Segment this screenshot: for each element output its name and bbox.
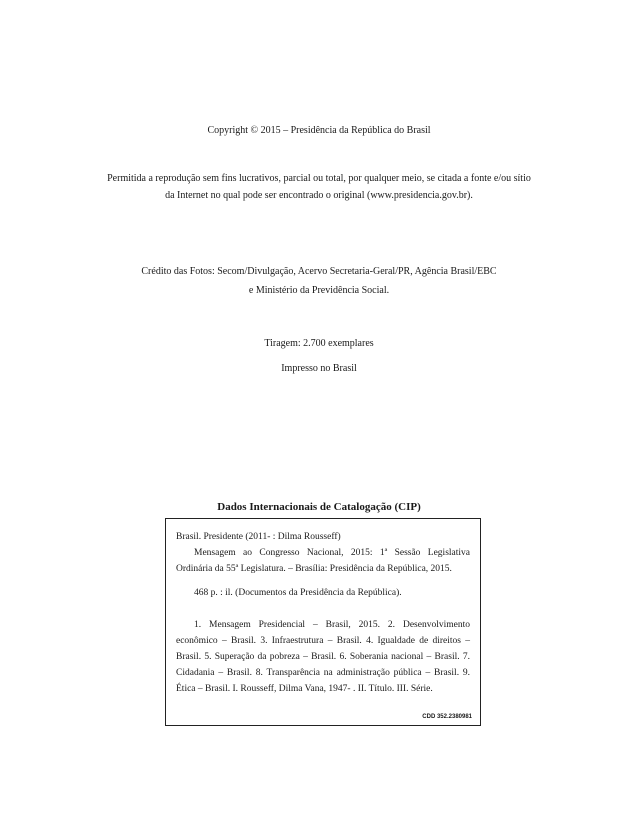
cip-author-entry: Brasil. Presidente (2011- : Dilma Rousseff) [176,532,341,542]
photo-credit-line-1: Crédito das Fotos: Secom/Divulgação, Acervo Secretaria-Geral/PR, Agência Brasil/EBC [141,266,497,277]
photo-credit-line-2: e Ministério da Previdência Social. [248,285,390,296]
reproduction-permission-line-2: da Internet no qual pode ser encontrado o original (www.presidencia.gov.br). [165,190,473,201]
cip-catalog-card [165,518,481,726]
print-run: Tiragem: 2.700 exemplares [264,338,374,349]
copyright-notice: Copyright © 2015 – Presidência da República do Brasil [207,125,431,136]
cip-title-entry: Mensagem ao Congresso Nacional, 2015: 1ª Sessão Legislativa Ordinária da 55ª Legislatura. – Brasília: Presidência da República, 2015. [176,548,470,574]
cip-subject-headings: 1. Mensagem Presidencial – Brasil, 2015. 2. Desenvolvimento econômico – Brasil. 3. Infraestrutura – Brasil. 4. Igualdade de direitos – Brasil. 5. Superação da pobreza – Brasil. 6. Soberania nacional – Brasil. 7. Cidadania – Brasil. 8. Transparência na administração pública – Brasil. 9. Ética – Brasil. I. Rousseff, Dilma Vana, 1947- . II. Título. III. Série. [176,620,470,694]
cip-cdd-number: CDD 352.2380981 [422,714,472,720]
printed-in: Impresso no Brasil [281,363,357,374]
reproduction-permission-line-1: Permitida a reprodução sem fins lucrativos, parcial ou total, por qualquer meio, se citada a fonte e/ou sítio [107,173,531,184]
cip-heading: Dados Internacionais de Catalogação (CIP) [217,501,421,513]
cip-physical-description: 468 p. : il. (Documentos da Presidência da República). [194,588,402,598]
